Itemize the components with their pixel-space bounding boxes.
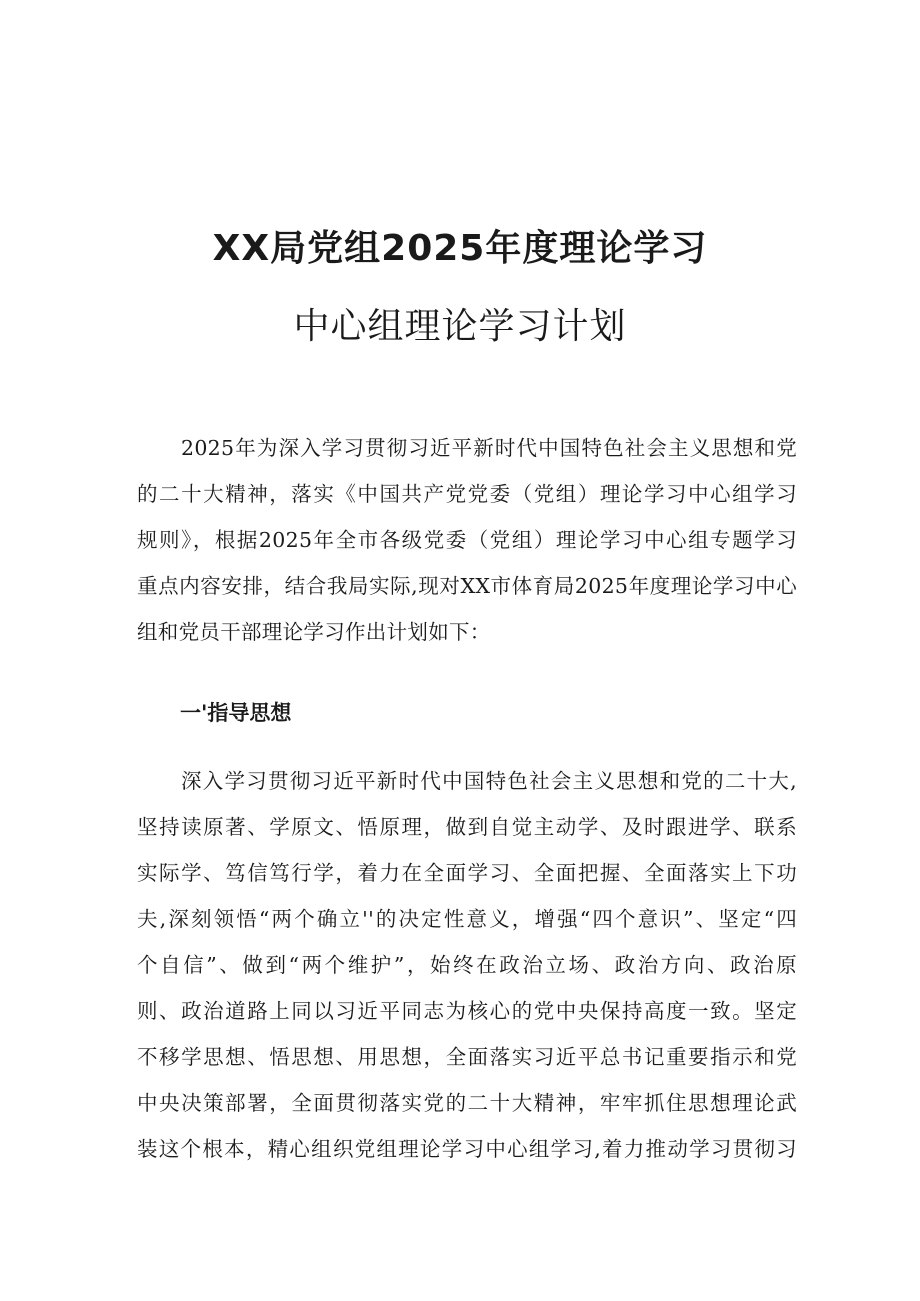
intro-line: 组和党员干部理论学习作出计划如下：	[137, 620, 491, 644]
intro-line: 规则》，根据2025年全市各级党委（党组）理论学习中心组专题学习	[137, 528, 797, 552]
body-line: 深入学习贯彻习近平新时代中国特色社会主义思想和党的二十大,	[181, 769, 797, 793]
body-line: 夫,深刻领悟“两个确立''的决定性意义，增强“四个意识”、坚定“四	[137, 907, 797, 931]
body-line: 不移学思想、悟思想、用思想，全面落实习近平总书记重要指示和党	[137, 1045, 797, 1069]
body-line: 坚持读原著、学原文、悟原理，做到自觉主动学、及时跟进学、联系	[137, 815, 797, 839]
body-line: 个自信”、做到“两个维护”，始终在政治立场、政治方向、政治原	[137, 953, 797, 977]
intro-line: 重点内容安排，结合我局实际,现对XX市体育局2025年度理论学习中心	[137, 574, 797, 598]
body-line: 装这个根本，精心组织党组理论学习中心组学习,着力推动学习贯彻习	[137, 1137, 797, 1161]
intro-paragraph	[137, 425, 797, 655]
document-title-line-2: 中心组理论学习计划	[293, 306, 627, 347]
body-line: 实际学、笃信笃行学，着力在全面学习、全面把握、全面落实上下功	[137, 861, 797, 885]
body-line: 中央决策部署，全面贯彻落实党的二十大精神，牢牢抓住思想理论武	[137, 1091, 797, 1115]
intro-line: 的二十大精神，落实《中国共产党党委（党组）理论学习中心组学习	[137, 482, 797, 506]
section-1-paragraph	[137, 758, 797, 1172]
section-heading-guiding-thought: 一'指导思想	[180, 701, 292, 725]
document-title-line-1: XX局党组2025年度理论学习	[212, 228, 708, 269]
intro-line: 2025年为深入学习贯彻习近平新时代中国特色社会主义思想和党	[181, 436, 797, 460]
body-line: 则、政治道路上同以习近平同志为核心的党中央保持高度一致。坚定	[137, 999, 797, 1023]
